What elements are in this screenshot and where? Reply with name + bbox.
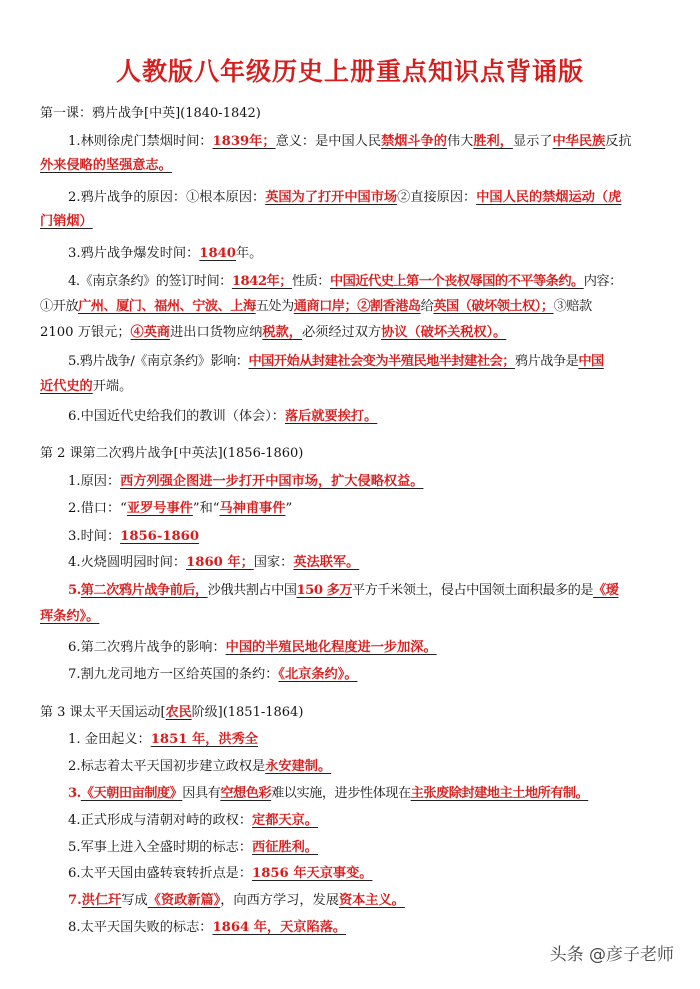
watermark [550,940,674,965]
document-title: 人教版八年级历史上册重点知识点背诵版 [115,57,584,86]
lesson-3-item-8: 8.太平天国失败的标志：1864 年，天京陷落。 [68,920,347,935]
lesson-2-heading: 第 2 课第二次鸦片战争[中英法](1856-1860) [40,446,304,461]
lesson-1-item-4: 4.《南京条约》的签订时间：1842年；性质：中国近代史上第一个丧权辱国的不平等条约。内容： [68,274,622,289]
lesson-1-heading: 第一课：鸦片战争[中英](1840-1842) [40,106,261,121]
lesson-2-item-6: 6.第二次鸦片战争的影响：中国的半殖民地化程度进一步加深。 [68,640,437,655]
lesson-3-heading: 第 3 课太平天国运动[农民阶级](1851-1864) [40,705,304,720]
lesson-2-item-3: 3.时间：1856-1860 [68,529,200,544]
lesson-2-item-1: 1.原因：西方列强企图进一步打开中国市场，扩大侵略权益。 [68,474,424,489]
lesson-2-item-2: 2.借口：“亚罗号事件”和“马神甫事件” [68,501,293,516]
lesson-2-item-4: 4.火烧圆明园时间：1860 年；国家：英法联军。 [68,555,360,570]
lesson-1-item-4-cont-1: ①开放广州、厦门、福州、宁波、上海五处为通商口岸；②割香港岛给英国（破坏领土权）；③赔款 [40,299,592,314]
lesson-2-item-5: 5.第二次鸦片战争前后，沙俄共割占中国150 多万平方千米领土，侵占中国领土面积最多的是《瑷 [68,583,619,598]
watermark-text: 头条 @彦子老师 [549,945,674,965]
lesson-1-item-3: 3.鸦片战争爆发时间：1840年。 [68,246,263,261]
lesson-2-item-7: 7.割九龙司地方一区给英国的条约：《北京条约》。 [68,667,358,682]
lesson-3-item-1: 1. 金田起义：1851 年，洪秀全 [68,732,258,747]
lesson-1-item-5-cont: 近代史的开端。 [40,379,133,394]
lesson-1-item-5: 5.鸦片战争/《南京条约》影响：中国开始从封建社会变为半殖民地半封建社会；鸦片战争是中国 [68,354,604,369]
lesson-3-item-3: 3.《天朝田亩制度》因具有空想色彩难以实施，进步性体现在主张废除封建地主土地所有制。 [68,786,589,801]
lesson-3-item-4: 4.正式形成与清朝对峙的政权：定都天京。 [68,813,318,828]
lesson-1-item-1: 1.林则徐虎门禁烟时间：1839年；意义：是中国人民禁烟斗争的伟大胜利，显示了中华民族反抗 [68,134,632,149]
lesson-3-item-6: 6.太平天国由盛转衰转折点是：1856 年天京事变。 [68,866,373,881]
lesson-3-item-7: 7.洪仁玕写成《资政新篇》，向西方学习，发展资本主义。 [68,893,405,908]
lesson-1-item-2-cont: 门销烟） [40,214,93,229]
lesson-1-item-1-cont: 外来侵略的坚强意志。 [40,158,172,173]
lesson-3-item-2: 2.标志着太平天国初步建立政权是永安建制。 [68,759,332,774]
lesson-1-item-6: 6.中国近代史给我们的教训（体会）：落后就要挨打。 [68,409,378,424]
lesson-2-item-5-cont: 珲条约》。 [40,609,100,624]
lesson-3-item-5: 5.军事上进入全盛时期的标志：西征胜利。 [68,840,318,855]
lesson-1-item-4-cont-2: 2100 万银元；④英商进出口货物应纳税款，必须经过双方协议（破坏关税权）。 [40,325,507,340]
lesson-1-item-2: 2.鸦片战争的原因：①根本原因：英国为了打开中国市场②直接原因：中国人民的禁烟运动（虎 [68,190,622,205]
